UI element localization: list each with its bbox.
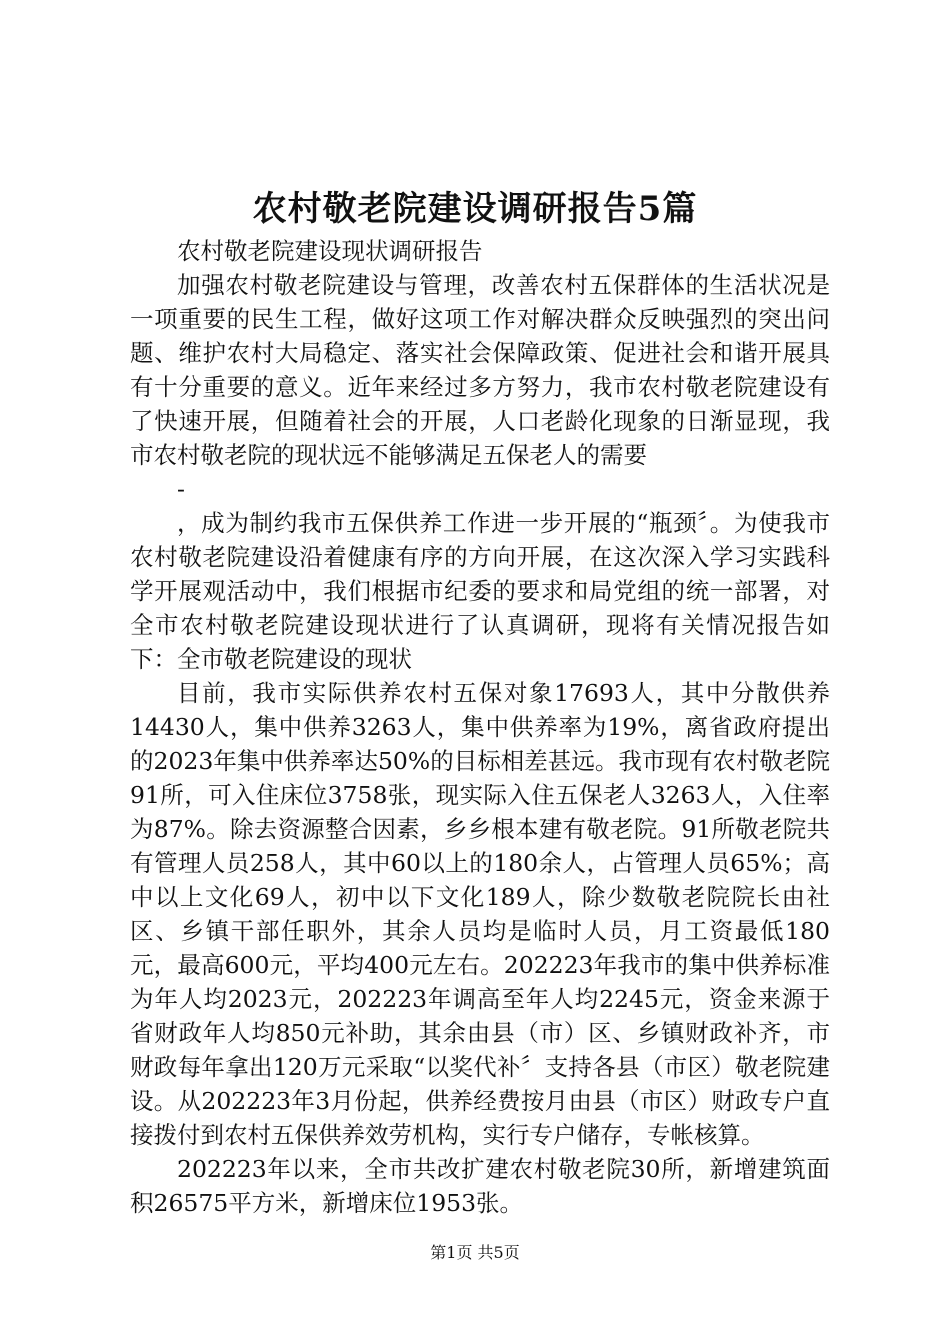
paragraph-current-status: 目前，我市实际供养农村五保对象17693人，其中分散供养14430人，集中供养3263人，集中供养率为19%，离省政府提出的2023年集中供养率达50%的目标相差甚远。我市现有农村敬老院91所，可入住床位3758张，现实际入住五保老人3263人，入住率为87%。除去资源整合因素，乡乡根本建有敬老院。91所敬老院共有管理人员258人，其中60以上的180余人，占管理人员65%；高中以上文化69人，初中以下文化189人，除少数敬老院院长由社区、乡镇干部任职外，其余人员均是临时人员，月工资最低180元，最高600元，平均400元左右。202223年我市的集中供养标准为年人均2023元，202223年调高至年人均2245元，资金来源于省财政年人均850元补助，其余由县（市）区、乡镇财政补齐，市财政每年拿出120万元采取“以奖代补〞支持各县（市区）敬老院建设。从202223年3月份起，供养经费按月由县（市区）财政专户直接拨付到农村五保供养效劳机构，实行专户储存，专帐核算。 bbox=[130, 679, 830, 1149]
document-body bbox=[130, 234, 830, 1220]
document-title: 农村敬老院建设调研报告5篇 bbox=[252, 189, 698, 229]
paragraph-expansion: 202223年以来，全市共改扩建农村敬老院30所，新增建筑面积26575平方米，新增床位1953张。 bbox=[130, 1155, 830, 1217]
paragraph-bottleneck: ，成为制约我市五保供养工作进一步开展的“瓶颈〞。为使我市农村敬老院建设沿着健康有序的方向开展，在这次深入学习实践科学开展观活动中，我们根据市纪委的要求和局党组的统一部署，对全市农村敬老院建设现状进行了认真调研，现将有关情况报告如下：全市敬老院建设的现状 bbox=[130, 509, 830, 673]
report-subtitle: 农村敬老院建设现状调研报告 bbox=[177, 237, 483, 265]
paragraph-intro: 加强农村敬老院建设与管理，改善农村五保群体的生活状况是一项重要的民生工程，做好这项工作对解决群众反映强烈的突出问题、维护农村大局稳定、落实社会保障政策、促进社会和谐开展具有十分重要的意义。近年来经过多方努力，我市农村敬老院建设有了快速开展，但随着社会的开展，人口老龄化现象的日渐显现，我市农村敬老院的现状远不能够满足五保老人的需要 bbox=[130, 271, 830, 469]
page-number-footer: 第1页 共5页 bbox=[430, 1243, 520, 1262]
page-break-dash: - bbox=[177, 475, 185, 503]
